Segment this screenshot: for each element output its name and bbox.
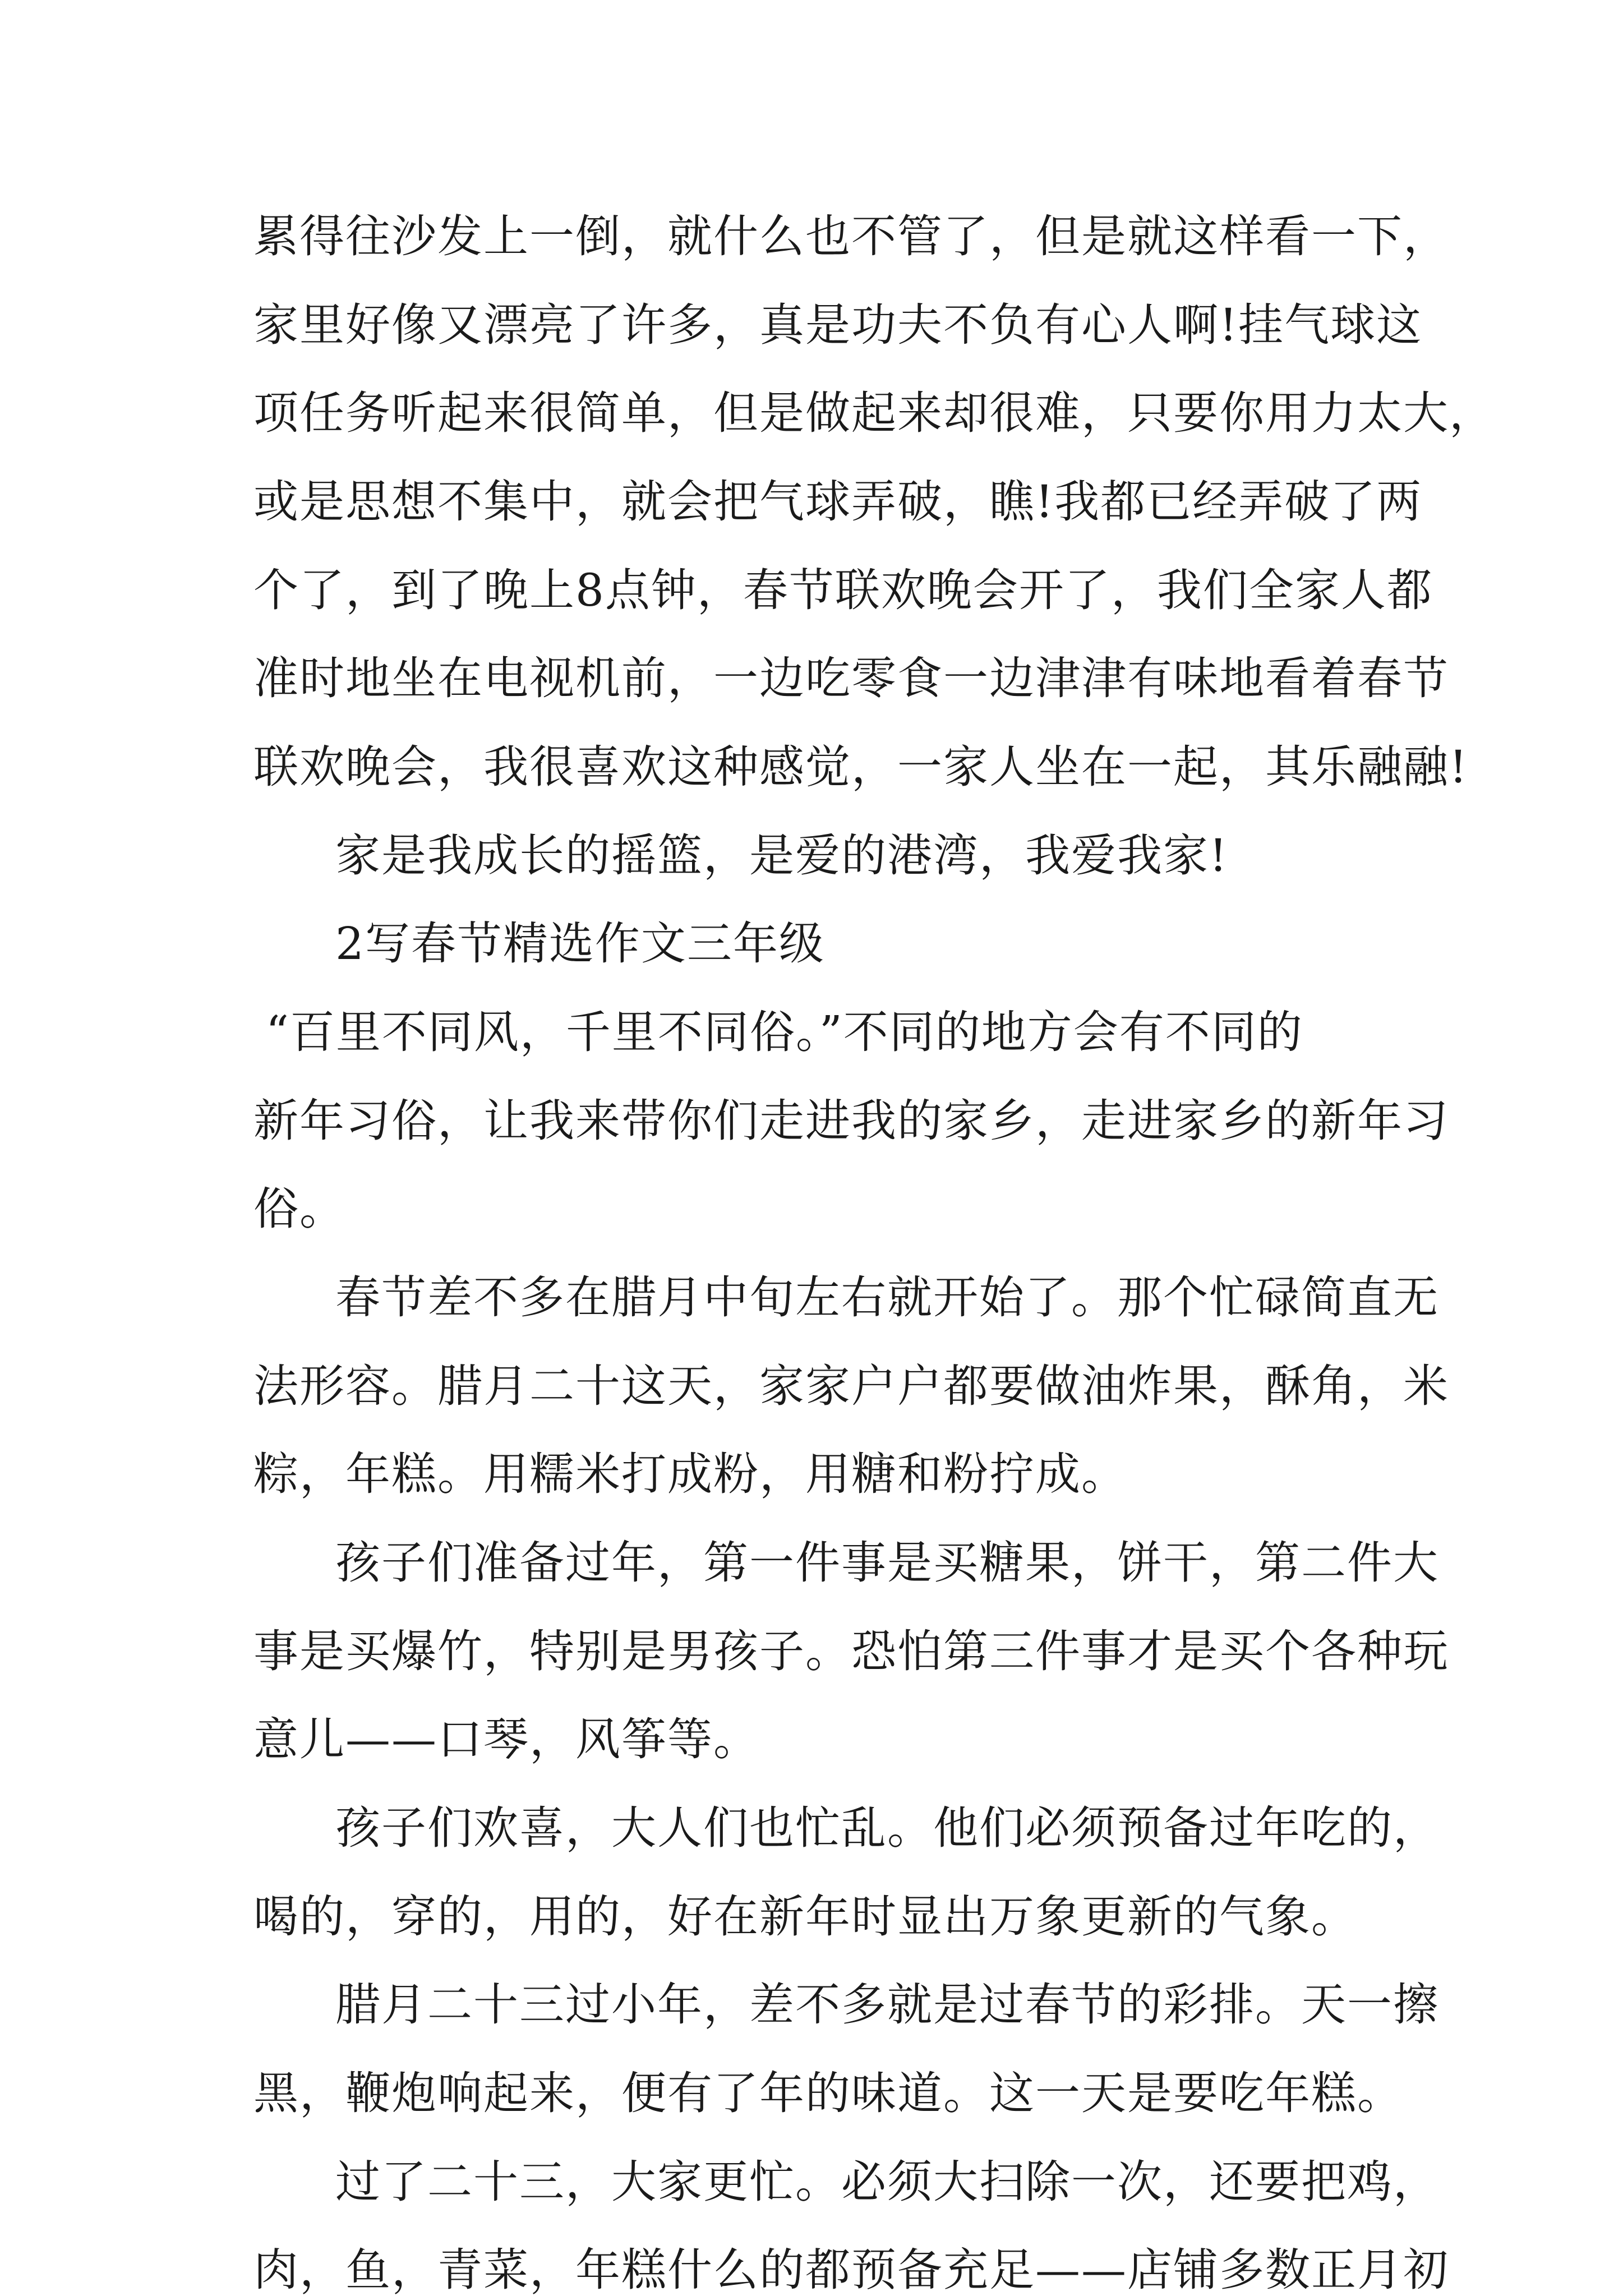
text-line: 肉，鱼，青菜，年糕什么的都预备充足——店铺多数正月初	[253, 2244, 1449, 2296]
text-line: 俗。	[253, 1183, 345, 1235]
text-line: 事是买爆竹，特别是男孩子。恐怕第三件事才是买个各种玩	[253, 1625, 1449, 1677]
text-line: 春节差不多在腊月中旬左右就开始了。那个忙碌简直无	[335, 1271, 1439, 1324]
text-line: 累得往沙发上一倒，就什么也不管了，但是就这样看一下，	[253, 210, 1449, 262]
text-line: 新年习俗，让我来带你们走进我的家乡，走进家乡的新年习	[253, 1095, 1449, 1147]
text-line: 意儿——口琴，风筝等。	[253, 1713, 759, 1765]
text-line: 联欢晚会，我很喜欢这种感觉，一家人坐在一起，其乐融融!	[253, 741, 1469, 793]
text-line: “百里不同风，千里不同俗。”不同的地方会有不同的	[266, 1006, 1303, 1058]
text-line: 家是我成长的摇篮，是爱的港湾，我爱我家!	[335, 829, 1229, 882]
text-line: 腊月二十三过小年，差不多就是过春节的彩排。天一擦	[335, 1979, 1439, 2031]
text-line: 法形容。腊月二十这天，家家户户都要做油炸果，酥角，米	[253, 1360, 1449, 1412]
text-line: 准时地坐在电视机前，一边吃零食一边津津有味地看着春节	[253, 652, 1449, 704]
text-line: 喝的，穿的，用的，好在新年时显出万象更新的气象。	[253, 1891, 1357, 1943]
text-line: 孩子们准备过年，第一件事是买糖果，饼干，第二件大	[335, 1537, 1439, 1589]
text-line: 家里好像又漂亮了许多，真是功夫不负有心人啊!挂气球这	[253, 299, 1423, 351]
section-heading: 2写春节精选作文三年级	[335, 918, 825, 970]
text-line: 项任务听起来很简单，但是做起来却很难，只要你用力太大，	[253, 387, 1495, 439]
text-line: 粽，年糕。用糯米打成粉，用糖和粉拧成。	[253, 1448, 1127, 1500]
text-line: 孩子们欢喜，大人们也忙乱。他们必须预备过年吃的，	[335, 1802, 1439, 1854]
text-line: 或是思想不集中，就会把气球弄破，瞧!我都已经弄破了两	[253, 476, 1423, 528]
text-line: 过了二十三，大家更忙。必须大扫除一次，还要把鸡，	[335, 2156, 1439, 2208]
text-line: 个了，到了晚上8点钟，春节联欢晚会开了，我们全家人都	[253, 564, 1433, 616]
text-line: 黑，鞭炮响起来，便有了年的味道。这一天是要吃年糕。	[253, 2067, 1403, 2119]
